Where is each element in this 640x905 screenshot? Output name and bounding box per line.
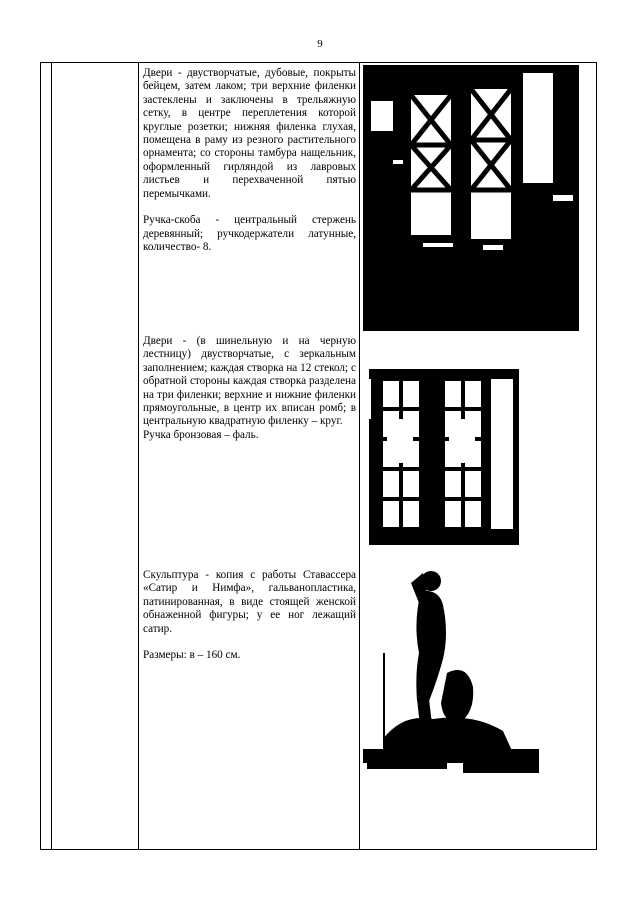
description-paragraph: Скульптура - копия с работы Ставассера «Сатир и Нимфа», гальванопластика, патинированная, в виде стоящей женской обнаженной фигуры; у ее ног лежащий сатир. [143,569,356,635]
photo-oak-doors [363,65,579,331]
description-paragraph: Размеры: в – 160 см. [143,649,241,662]
description-paragraph: Двери - двустворчатые, дубовые, покрыты бейцем, затем лаком; три верхние филенки застеклены и заключены в трельяжную сетку, в центре переплетения которой круглые розетки; нижняя филенка глухая, помещена в раму из резного растительного орнамента; со стороны тамбура нащельник, оформленный гирляндой из лавровых листьев и перехваченной пятью перемычками. [143,67,356,200]
description-paragraph: Ручка-скоба - центральный стержень деревянный; ручкодержатели латунные, количество- 8. [143,214,356,254]
description-sculpture [143,569,356,663]
inventory-table [40,62,597,850]
column-divider-1 [51,63,52,849]
description-paragraph: Ручка бронзовая – фаль. [143,428,259,441]
column-divider-2 [138,63,139,849]
description-glazed-doors [143,335,356,442]
photo-glazed-doors [363,339,521,545]
page-number: 9 [317,38,323,50]
photo-sculpture [363,563,539,789]
description-paragraph: Двери - (в шинельную и на черную лестницу) двустворчатые, с зеркальным заполнением; каждая створка на 12 стекол; с обратной стороны каждая створка разделена на три филенки; верхние и нижние филенки прямоугольные, в центр их вписан ромб; в центральную квадратную филенку – круг. [143,335,356,428]
description-oak-doors [143,67,356,255]
column-divider-3 [359,63,360,849]
